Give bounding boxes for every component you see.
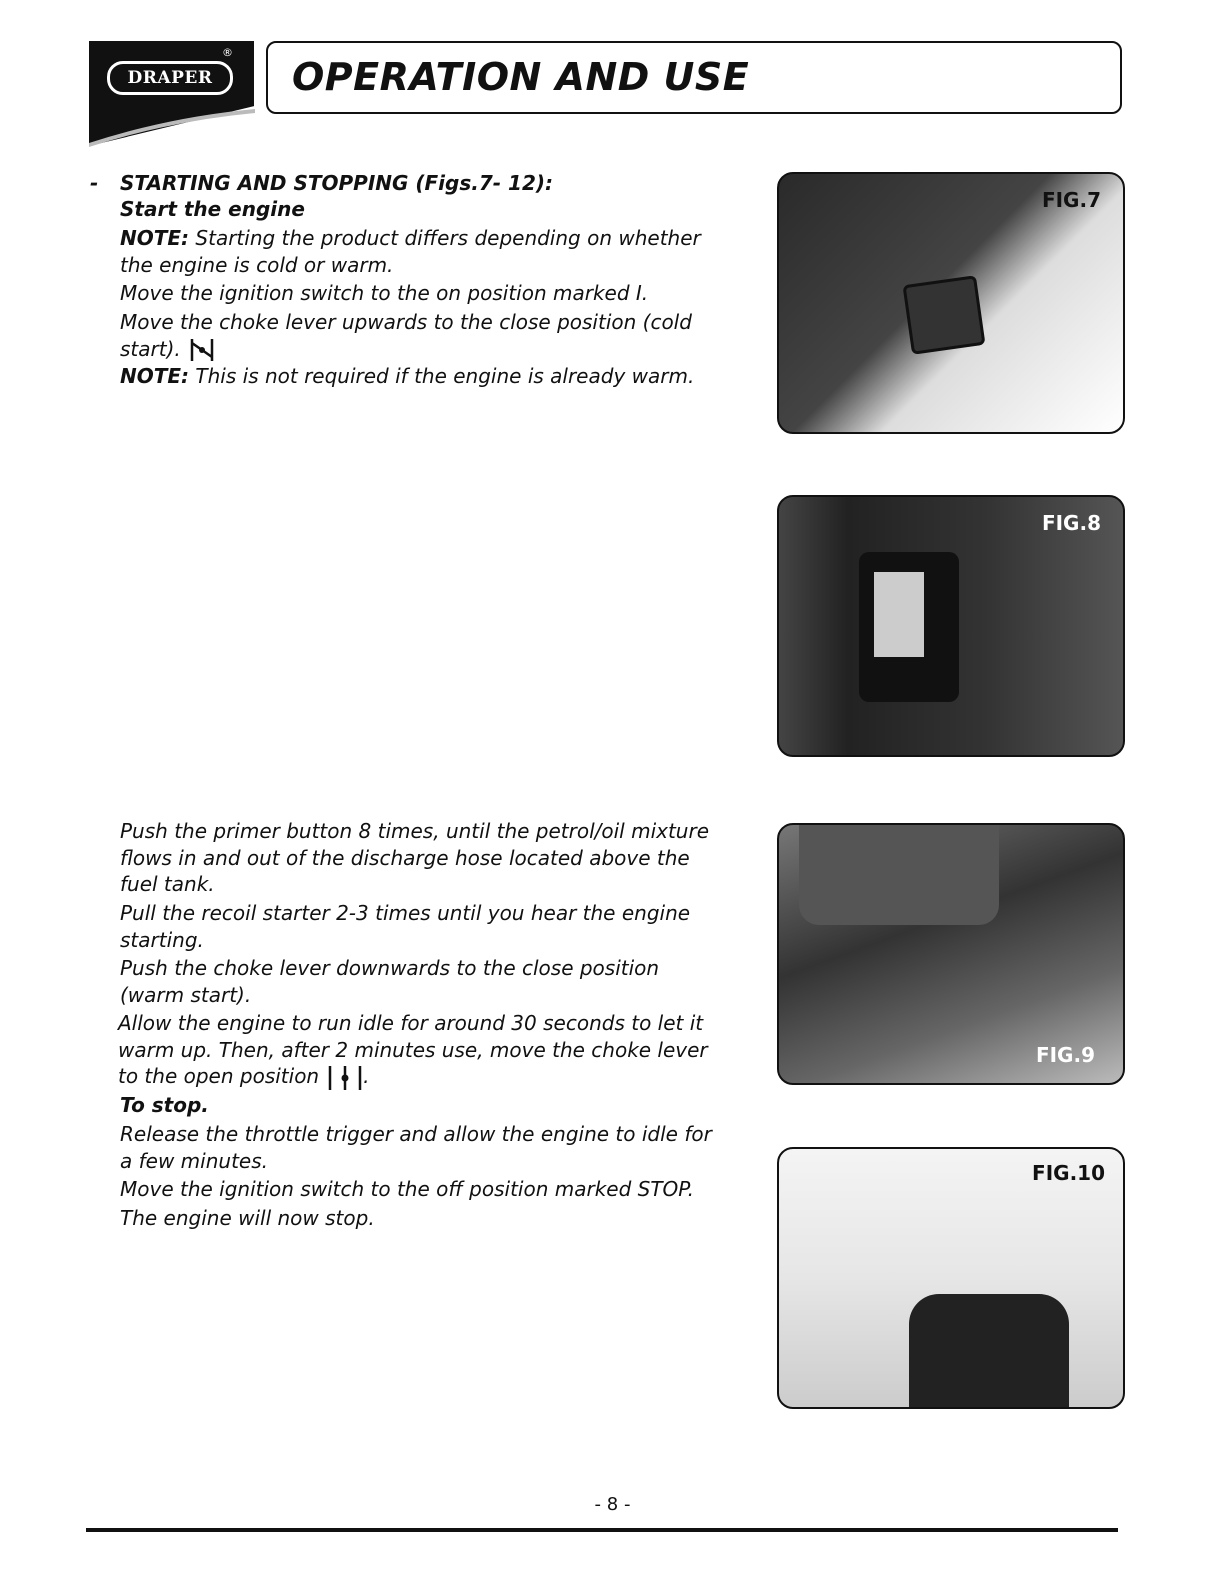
step-release: Release the throttle trigger and allow the engine to idle for a few minutes.: [120, 1122, 712, 1173]
figure-8: [777, 495, 1125, 757]
figure-10: [777, 1147, 1125, 1409]
ignition-switch-image: [902, 275, 985, 355]
registered-icon: ®: [222, 46, 233, 59]
brand-badge: DRAPER: [107, 61, 233, 95]
subheading-start: Start the engine: [120, 197, 305, 221]
step-choke-close: [120, 309, 692, 363]
step-choke-down: Push the choke lever downwards to the close position (warm start).: [120, 956, 660, 1007]
footer-rule: [86, 1528, 1118, 1532]
step-recoil: Pull the recoil starter 2-3 times until you hear the engine starting.: [120, 901, 691, 952]
note-text: This is not required if the engine is already warm.: [189, 364, 695, 388]
figure-7: [777, 172, 1125, 434]
step-primer: Push the primer button 8 times, until the petrol/oil mixture flows in and out of the discharge hose located above the fuel tank.: [120, 819, 710, 896]
bullet: -: [90, 171, 99, 195]
page-title: OPERATION AND USE: [292, 55, 750, 99]
note-text: Starting the product differs depending on whether the engine is cold or warm.: [120, 226, 701, 277]
section-heading: STARTING AND STOPPING (Figs.7- 12):: [120, 171, 554, 195]
figure-label: FIG.7: [1041, 188, 1101, 212]
filter-label-image: [874, 572, 924, 657]
choke-closed-icon: [189, 337, 215, 363]
note-label: NOTE:: [120, 364, 190, 388]
figure-label: FIG.10: [1032, 1161, 1105, 1185]
step-final: The engine will now stop.: [120, 1206, 375, 1230]
step-idle: [118, 1010, 708, 1092]
engine-housing-image: [799, 825, 999, 925]
note-1: [120, 225, 701, 278]
title-box: [266, 41, 1122, 114]
step-text: Move the choke lever upwards to the close position (cold start).: [120, 310, 692, 361]
choke-open-icon: [327, 1064, 363, 1092]
step-ignition-off: Move the ignition switch to the off position marked STOP.: [120, 1177, 694, 1201]
logo-sweep-decoration: [89, 105, 255, 150]
figure-9: [777, 823, 1125, 1085]
note-2: [120, 363, 694, 390]
step-text: Allow the engine to run idle for around 30 seconds to let it warm up. Then, after 2 minutes use, move the choke lever to the open position: [118, 1011, 708, 1088]
subheading-stop: To stop.: [120, 1093, 209, 1117]
note-label: NOTE:: [120, 226, 190, 250]
figure-label: FIG.8: [1041, 511, 1101, 535]
figure-label: FIG.9: [1035, 1043, 1095, 1067]
step-text-end: .: [363, 1064, 370, 1088]
step-ignition-on: Move the ignition switch to the on position marked I.: [120, 281, 649, 305]
blower-engine-image: [909, 1294, 1069, 1409]
page-number: - 8 -: [594, 1494, 631, 1515]
